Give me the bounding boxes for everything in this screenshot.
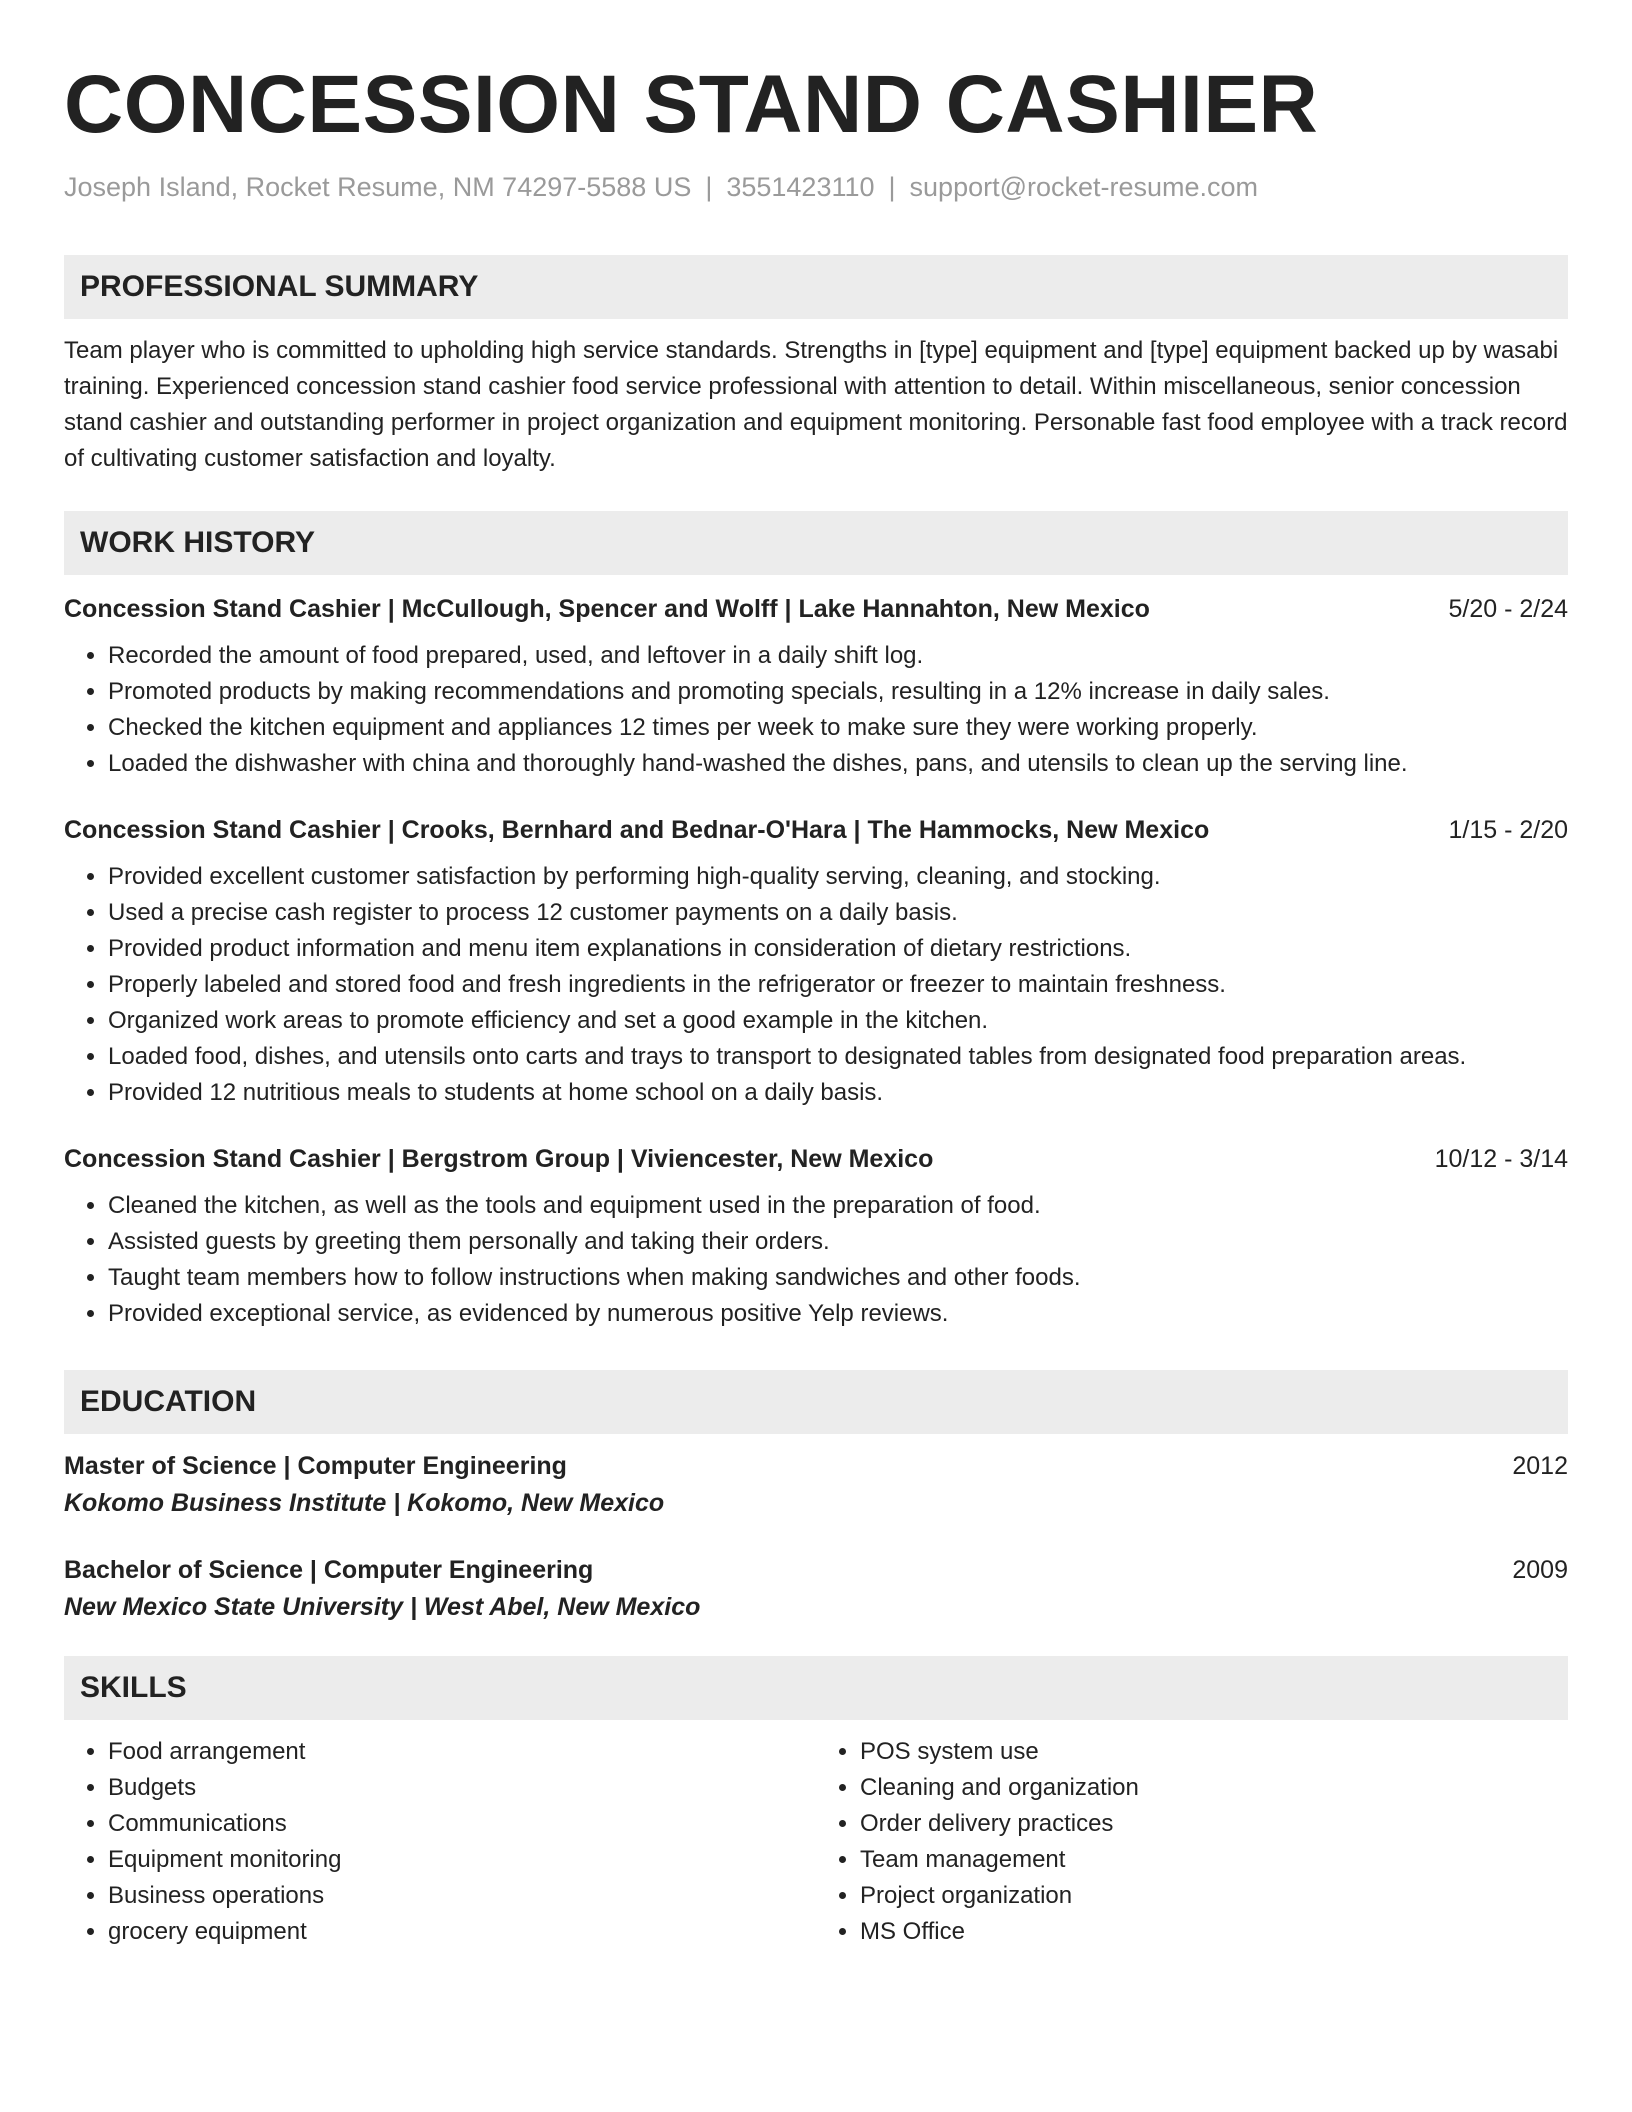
job-bullet: • Taught team members how to follow instructions when making sandwiches and other foods. [108,1260,1568,1296]
education-heading-row [64,1556,1568,1585]
job-entry [64,1145,1568,1332]
skill-item: • Business operations [108,1878,816,1914]
skills-list-right [816,1734,1568,1950]
job-entry [64,595,1568,782]
contact-separator: | [705,172,713,202]
contact-separator: | [888,172,896,202]
job-heading-row [64,816,1568,845]
contact-phone: 3551423110 [726,172,875,202]
job-bullet: • Provided exceptional service, as evidenced by numerous positive Yelp reviews. [108,1296,1568,1332]
contact-email: support@rocket-resume.com [909,172,1259,202]
education-degree: Bachelor of Science | Computer Engineering [64,1556,594,1584]
education-year: 2009 [1512,1556,1568,1584]
job-title: Concession Stand Cashier | McCullough, Spencer and Wolff | Lake Hannahton, New Mexico [64,595,1150,623]
resume-name: CONCESSION STAND CASHIER [64,59,1319,150]
job-dates: 5/20 - 2/24 [1448,595,1568,623]
job-heading-row [64,1145,1568,1174]
skill-item: • Order delivery practices [860,1806,1568,1842]
education-school: Kokomo Business Institute | Kokomo, New Mexico [64,1489,665,1517]
job-dates: 1/15 - 2/20 [1448,816,1568,844]
job-title: Concession Stand Cashier | Bergstrom Group | Viviencester, New Mexico [64,1145,934,1173]
job-bullet: • Cleaned the kitchen, as well as the tools and equipment used in the preparation of food. [108,1188,1568,1224]
job-entry [64,816,1568,1111]
job-bullet: • Checked the kitchen equipment and appliances 12 times per week to make sure they were working properly. [108,710,1568,746]
education-school: New Mexico State University | West Abel, New Mexico [64,1593,701,1621]
job-bullet: • Loaded food, dishes, and utensils onto carts and trays to transport to designated tables from designated food preparation areas. [108,1039,1568,1075]
education-entry [64,1556,1568,1622]
skill-item: • Cleaning and organization [860,1770,1568,1806]
education-degree: Master of Science | Computer Engineering [64,1452,567,1480]
job-bullet: • Loaded the dishwasher with china and thoroughly hand-washed the dishes, pans, and utensils to clean up the serving line. [108,746,1568,782]
job-title: Concession Stand Cashier | Crooks, Bernhard and Bednar-O'Hara | The Hammocks, New Mexico [64,816,1210,844]
skills-columns [64,1734,1568,1950]
contact-line [64,172,1568,203]
skill-item: • grocery equipment [108,1914,816,1950]
job-bullet: • Organized work areas to promote efficiency and set a good example in the kitchen. [108,1003,1568,1039]
job-bullet: • Provided 12 nutritious meals to students at home school on a daily basis. [108,1075,1568,1111]
skill-item: • Project organization [860,1878,1568,1914]
skill-item: • MS Office [860,1914,1568,1950]
job-bullets [64,1188,1568,1332]
job-bullet: • Promoted products by making recommendations and promoting specials, resulting in a 12% increase in daily sales. [108,674,1568,710]
contact-address: Joseph Island, Rocket Resume, NM 74297-5588 US [64,172,692,202]
job-bullet: • Provided product information and menu item explanations in consideration of dietary restrictions. [108,931,1568,967]
skill-item: • Communications [108,1806,816,1842]
skill-item: • POS system use [860,1734,1568,1770]
skill-item: • Food arrangement [108,1734,816,1770]
job-bullet: • Assisted guests by greeting them personally and taking their orders. [108,1224,1568,1260]
job-bullets [64,859,1568,1111]
education-entry [64,1452,1568,1518]
job-bullet: • Used a precise cash register to process 12 customer payments on a daily basis. [108,895,1568,931]
job-heading-row [64,595,1568,624]
job-bullets [64,638,1568,782]
section-header-skills: SKILLS [64,1656,1568,1720]
section-header-education: EDUCATION [64,1370,1568,1434]
job-bullet: • Properly labeled and stored food and fresh ingredients in the refrigerator or freezer to maintain freshness. [108,967,1568,1003]
job-dates: 10/12 - 3/14 [1434,1145,1568,1173]
education-heading-row [64,1452,1568,1481]
job-bullet: • Recorded the amount of food prepared, used, and leftover in a daily shift log. [108,638,1568,674]
skill-item: • Team management [860,1842,1568,1878]
section-header-work-history: WORK HISTORY [64,511,1568,575]
skill-item: • Budgets [108,1770,816,1806]
section-header-summary: PROFESSIONAL SUMMARY [64,255,1568,319]
summary-text: Team player who is committed to upholding high service standards. Strengths in [type] equipment and [type] equipment backed up by wasabi training. Experienced concession stand cashier food service professional with attention to detail. Within miscellaneous, senior concession stand cashier and outstanding performer in project organization and equipment monitoring. Personable fast food employee with a track record of cultivating customer satisfaction and loyalty. [64,337,1568,472]
education-year: 2012 [1512,1452,1568,1480]
job-bullet: • Provided excellent customer satisfaction by performing high-quality serving, cleaning, and stocking. [108,859,1568,895]
skill-item: • Equipment monitoring [108,1842,816,1878]
skills-list-left [64,1734,816,1950]
